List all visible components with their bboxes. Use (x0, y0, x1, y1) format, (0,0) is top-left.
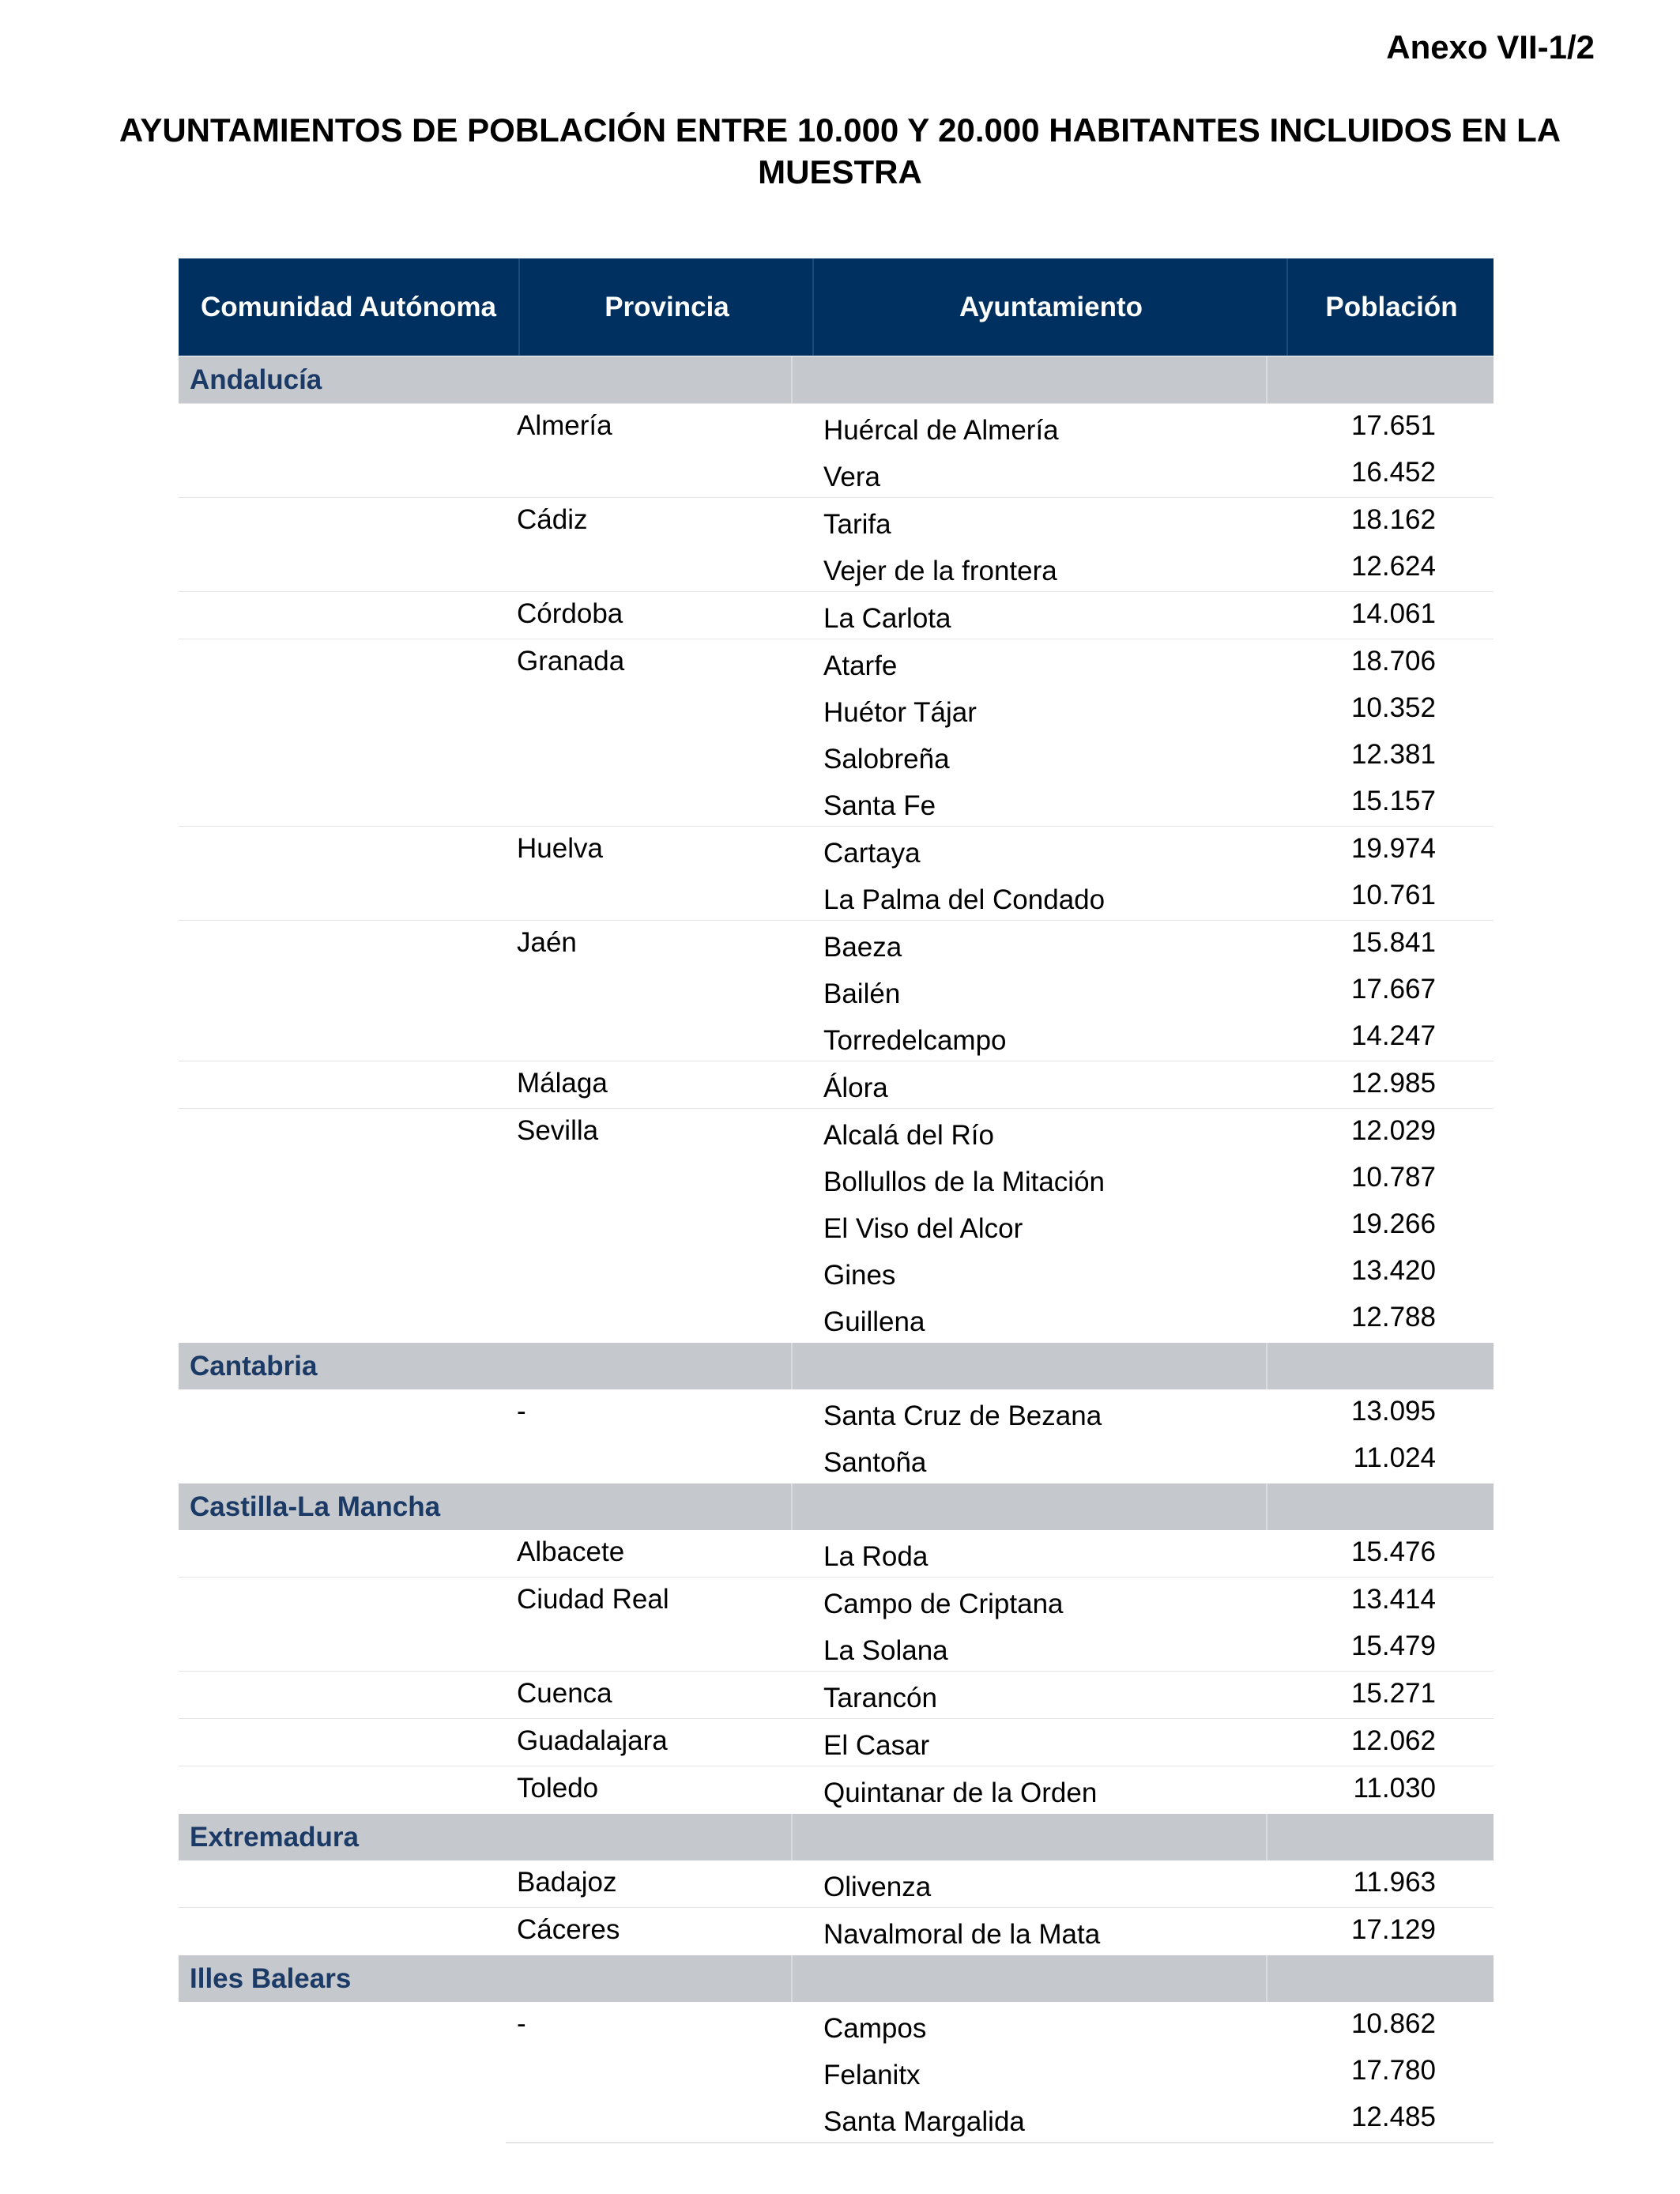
province-cell: Huelva (517, 833, 603, 864)
population-cell: 17.129 (1350, 1914, 1436, 1945)
municipality-cell: Felanitx (823, 2060, 921, 2090)
population-cell: 13.414 (1350, 1584, 1436, 1615)
municipality-cell: Bollullos de la Mitación (823, 1167, 1106, 1197)
table-row (179, 2002, 1494, 2049)
table-row (179, 1061, 1494, 1108)
municipality-cell: Alcalá del Río (823, 1120, 994, 1151)
municipality-cell: La Roda (823, 1541, 929, 1572)
region-row (179, 1483, 1494, 1530)
municipality-cell: Santoña (823, 1447, 927, 1478)
municipality-cell: Tarancón (823, 1683, 937, 1713)
table-row (179, 1155, 1494, 1202)
population-cell: 15.476 (1350, 1536, 1436, 1567)
header-comunidad: Comunidad Autónoma (201, 292, 496, 322)
region-separator (1266, 1483, 1268, 1530)
population-cell: 14.247 (1350, 1020, 1436, 1051)
header-poblacion: Población (1286, 258, 1495, 356)
province-cell: Cuenca (517, 1678, 612, 1709)
header-ayuntamiento: Ayuntamiento (812, 258, 1288, 356)
municipality-cell: Santa Cruz de Bezana (823, 1400, 1102, 1431)
table-row (179, 1860, 1494, 1907)
population-cell: 18.706 (1350, 646, 1436, 677)
region-separator (791, 1955, 793, 2002)
municipality-cell: El Viso del Alcor (823, 1213, 1023, 1244)
table-row (179, 1389, 1494, 1436)
table-row (179, 403, 1494, 450)
municipality-cell: Álora (823, 1072, 888, 1103)
population-cell: 17.651 (1350, 410, 1436, 441)
table-row (179, 591, 1494, 639)
municipality-cell: Vera (823, 462, 880, 492)
population-cell: 13.420 (1350, 1255, 1436, 1286)
population-cell: 12.381 (1350, 739, 1436, 770)
population-cell: 10.787 (1350, 1162, 1436, 1193)
municipality-cell: Quintanar de la Orden (823, 1777, 1098, 1808)
municipality-cell: Baeza (823, 932, 902, 963)
table-row (179, 1014, 1494, 1061)
population-cell: 15.157 (1350, 786, 1436, 816)
province-cell: Almería (517, 410, 612, 441)
municipality-cell: Guillena (823, 1306, 925, 1337)
municipality-cell: Santa Fe (823, 790, 936, 821)
region-row (179, 1955, 1494, 2002)
table-row (179, 967, 1494, 1014)
population-cell: 12.485 (1350, 2102, 1436, 2132)
population-cell: 16.452 (1350, 457, 1436, 488)
region-name: Cantabria (190, 1351, 318, 1382)
region-separator (1266, 1955, 1268, 2002)
province-cell: Badajoz (517, 1867, 617, 1898)
table-row (179, 1436, 1494, 1483)
municipality-cell: La Solana (823, 1635, 948, 1666)
population-cell: 12.788 (1350, 1302, 1436, 1333)
region-name: Andalucía (190, 364, 322, 395)
region-separator (791, 356, 793, 403)
province-cell: Toledo (517, 1773, 599, 1804)
region-row (179, 1813, 1494, 1860)
municipality-cell: La Palma del Condado (823, 884, 1106, 915)
province-cell: Albacete (517, 1536, 625, 1567)
municipality-cell: Salobreña (823, 744, 950, 775)
province-cell: Cádiz (517, 504, 588, 535)
population-cell: 17.667 (1350, 974, 1436, 1005)
region-separator (1266, 356, 1268, 403)
province-cell: Granada (517, 646, 625, 677)
population-cell: 14.061 (1350, 598, 1436, 629)
municipality-cell: Olivenza (823, 1872, 932, 1902)
municipality-cell: Gines (823, 1260, 896, 1291)
table-row (179, 1295, 1494, 1342)
population-cell: 12.029 (1350, 1115, 1436, 1146)
population-cell: 11.024 (1353, 1442, 1436, 1473)
municipality-cell: La Carlota (823, 603, 951, 634)
table-row (179, 1577, 1494, 1624)
municipality-cell: Bailén (823, 978, 901, 1009)
table-row (179, 1766, 1494, 1813)
table-row (179, 1249, 1494, 1295)
province-cell: Córdoba (517, 598, 623, 629)
table-row (179, 873, 1494, 920)
municipality-cell: El Casar (823, 1730, 930, 1761)
table-row (179, 920, 1494, 967)
population-cell: 18.162 (1350, 504, 1436, 535)
municipality-cell: Campo de Criptana (823, 1589, 1064, 1619)
region-row (179, 356, 1494, 403)
population-cell: 10.761 (1350, 880, 1436, 910)
table-row (179, 1108, 1494, 1155)
municipality-cell: Vejer de la frontera (823, 556, 1057, 586)
population-cell: 15.271 (1350, 1678, 1436, 1709)
table-row (179, 733, 1494, 779)
population-cell: 10.862 (1350, 2008, 1436, 2039)
province-cell: - (517, 2008, 526, 2039)
table-row (179, 1907, 1494, 1955)
region-separator (1266, 1343, 1268, 1389)
municipality-cell: Cartaya (823, 838, 921, 869)
table-row (179, 497, 1494, 545)
province-cell: Guadalajara (517, 1725, 668, 1756)
table-row (179, 1530, 1494, 1577)
population-cell: 11.963 (1353, 1867, 1436, 1898)
region-separator (791, 1814, 793, 1860)
population-cell: 12.062 (1350, 1725, 1436, 1756)
table-row (179, 2095, 1494, 2142)
table-row (179, 686, 1494, 733)
municipality-cell: Atarfe (823, 650, 898, 681)
population-cell: 19.266 (1350, 1208, 1436, 1239)
region-name: Castilla-La Mancha (190, 1491, 441, 1522)
population-cell: 12.624 (1350, 551, 1436, 582)
municipality-cell: Huétor Tájar (823, 697, 977, 728)
population-cell: 17.780 (1350, 2055, 1436, 2086)
annex-label: Anexo VII-1/2 (1386, 28, 1595, 66)
table-row (179, 450, 1494, 497)
province-cell: - (517, 1396, 526, 1427)
municipality-cell: Torredelcampo (823, 1025, 1007, 1056)
table-row (179, 1624, 1494, 1671)
table-row (179, 2049, 1494, 2095)
province-cell: Cáceres (517, 1914, 620, 1945)
region-separator (791, 1483, 793, 1530)
header-provincia: Provincia (518, 258, 814, 356)
municipality-cell: Campos (823, 2013, 927, 2044)
municipality-cell: Santa Margalida (823, 2106, 1025, 2137)
population-cell: 10.352 (1350, 692, 1436, 723)
table-row (179, 826, 1494, 873)
table-header (179, 258, 1494, 356)
population-cell: 15.841 (1350, 927, 1436, 958)
table-row (179, 545, 1494, 591)
table-body (179, 356, 1494, 2142)
population-cell: 15.479 (1350, 1630, 1436, 1661)
municipality-cell: Huércal de Almería (823, 415, 1059, 446)
province-cell: Ciudad Real (517, 1584, 669, 1615)
province-cell: Málaga (517, 1068, 608, 1099)
table-end-line (506, 2142, 1494, 2143)
region-separator (1266, 1814, 1268, 1860)
table-row (179, 1202, 1494, 1249)
population-cell: 13.095 (1350, 1396, 1436, 1427)
municipalities-table (179, 258, 1494, 2143)
region-separator (791, 1343, 793, 1389)
municipality-cell: Navalmoral de la Mata (823, 1919, 1101, 1950)
population-cell: 11.030 (1353, 1773, 1436, 1804)
page-title: AYUNTAMIENTOS DE POBLACIÓN ENTRE 10.000 Y 20.000 HABITANTES INCLUIDOS EN LA MUESTRA (119, 111, 1561, 190)
table-row (179, 779, 1494, 826)
table-row (179, 639, 1494, 686)
population-cell: 12.985 (1350, 1068, 1436, 1099)
table-row (179, 1671, 1494, 1718)
region-row (179, 1342, 1494, 1389)
province-cell: Jaén (517, 927, 577, 958)
municipality-cell: Tarifa (823, 509, 891, 540)
region-name: Extremadura (190, 1822, 359, 1853)
table-row (179, 1718, 1494, 1766)
region-name: Illes Balears (190, 1963, 352, 1994)
province-cell: Sevilla (517, 1115, 599, 1146)
population-cell: 19.974 (1350, 833, 1436, 864)
